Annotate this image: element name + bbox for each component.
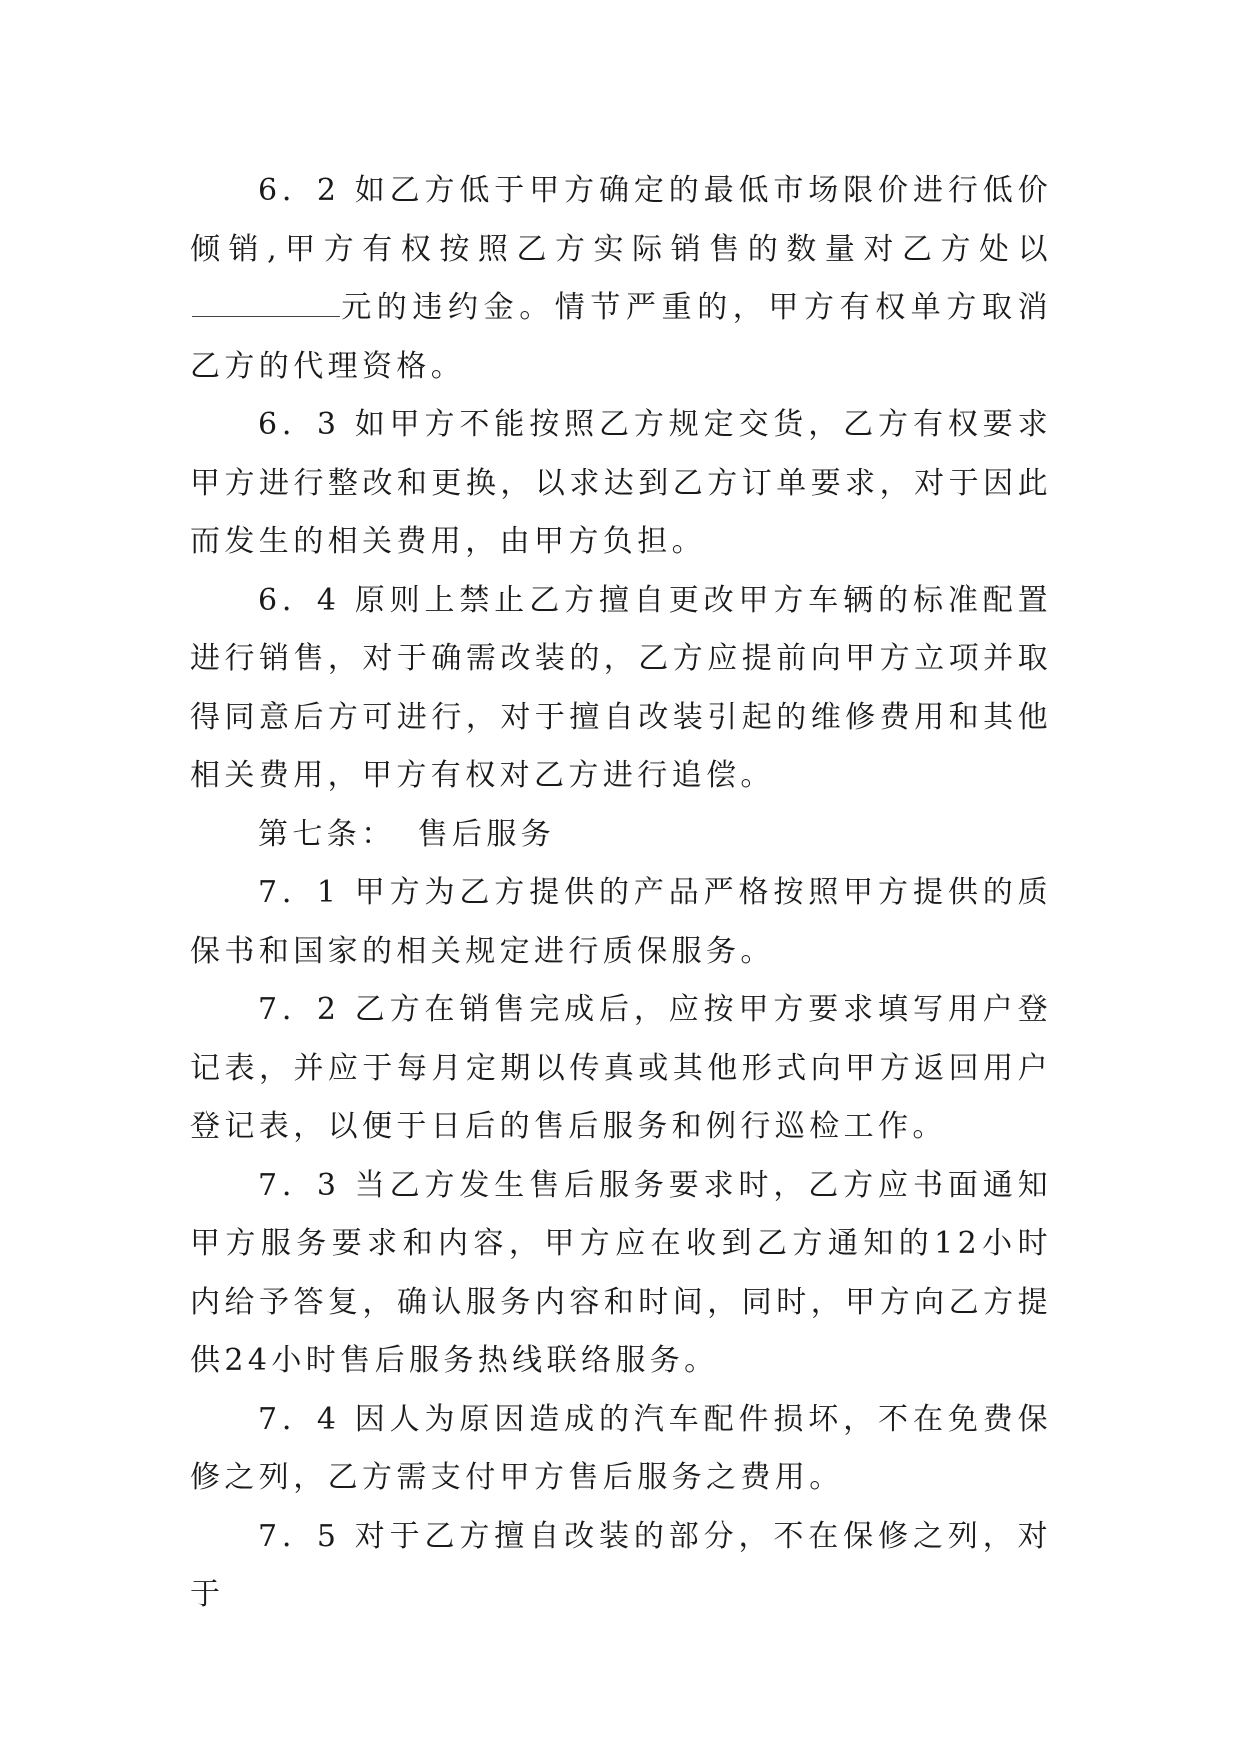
clause-7-3: 7．3 当乙方发生售后服务要求时，乙方应书面通知甲方服务要求和内容，甲方应在收到乙方通知的12小时内给予答复，确认服务内容和时间，同时，甲方向乙方提供24小时售后服务热线联络服务。 [190, 1167, 1052, 1378]
clause-6-2-text: 6．2 如乙方低于甲方确定的最低市场限价进行低价倾销,甲方有权按照乙方实际销售的数量对乙方处以 [190, 173, 1052, 267]
clause-7-2: 7．2 乙方在销售完成后，应按甲方要求填写用户登记表，并应于每月定期以传真或其他形式向甲方返回用户登记表，以便于日后的售后服务和例行巡检工作。 [190, 992, 1052, 1144]
article-7-number: 第七条： [258, 816, 396, 852]
clause-6-3: 6．3 如甲方不能按照乙方规定交货，乙方有权要求甲方进行整改和更换，以求达到乙方订单要求，对于因此而发生的相关费用，由甲方负担。 [190, 407, 1052, 559]
clause-6-4: 6．4 原则上禁止乙方擅自更改甲方车辆的标准配置进行销售，对于确需改装的，乙方应提前向甲方立项并取得同意后方可进行，对于擅自改装引起的维修费用和其他相关费用，甲方有权对乙方进行追偿。 [190, 582, 1052, 793]
penalty-amount-blank [192, 286, 340, 317]
article-7-heading [190, 806, 1052, 865]
clause-7-5: 7．5 对于乙方擅自改装的部分，不在保修之列，对于 [190, 1518, 1052, 1612]
article-7-title: 售后服务 [417, 816, 556, 852]
clause-6-2-text-end: 元的违约金。情节严重的，甲方有权单方取消乙方的代理资格。 [190, 290, 1052, 384]
clause-7-1: 7．1 甲方为乙方提供的产品严格按照甲方提供的质保书和国家的相关规定进行质保服务。 [190, 875, 1052, 969]
document-body [190, 162, 1052, 1625]
clause-7-4: 7．4 因人为原因造成的汽车配件损坏，不在免费保修之列，乙方需支付甲方售后服务之费用。 [190, 1401, 1052, 1495]
clause-6-2 [190, 162, 1052, 396]
